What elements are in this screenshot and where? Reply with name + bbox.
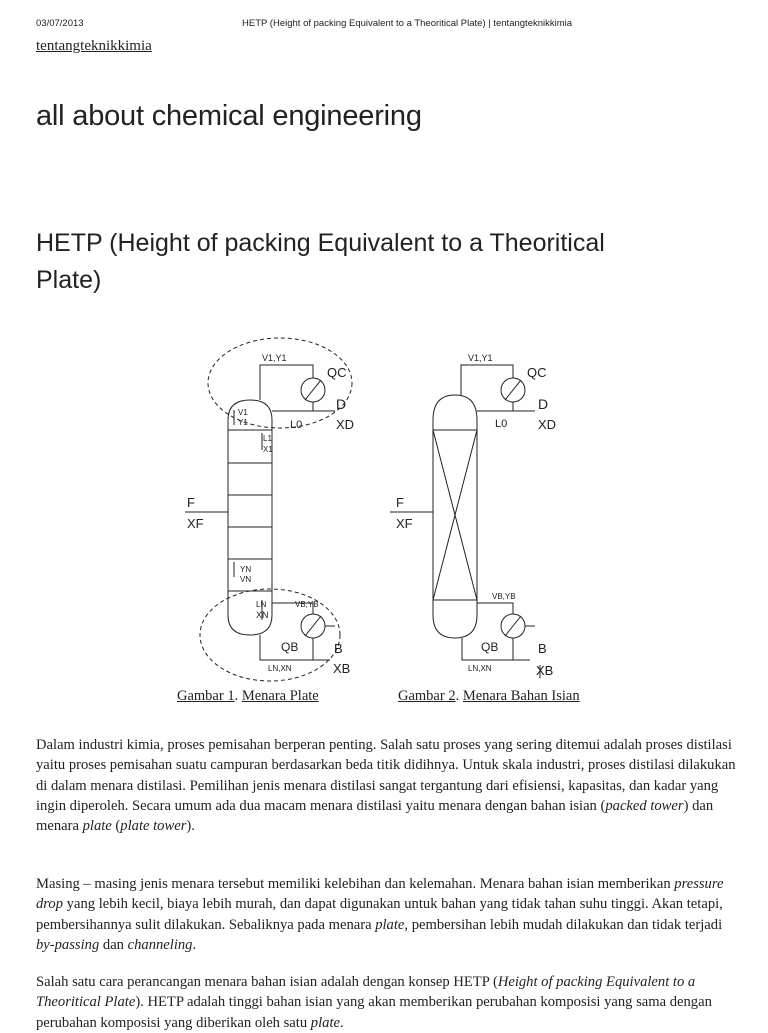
d1-label-d: D — [336, 396, 347, 412]
print-page-title: HETP (Height of packing Equivalent to a Theoritical Plate) | tentangteknikkimia — [242, 18, 573, 29]
distillation-diagrams — [170, 335, 630, 695]
d1-label-xd: XD — [336, 417, 355, 432]
d1-label-yn: YN — [240, 565, 252, 574]
p2-italic-plate: plate — [375, 916, 405, 933]
distillation-figure — [170, 335, 630, 695]
p1-text-d: ). — [186, 818, 195, 835]
p2-italic-by-passing: by-passing — [36, 936, 100, 953]
d2-label-l0: L0 — [495, 418, 508, 430]
p3-text-c: . — [339, 1014, 344, 1031]
d2-label-xb: XB — [536, 663, 554, 678]
p1-italic-plate: plate — [82, 818, 112, 835]
d2-label-d: D — [538, 396, 549, 412]
d1-label-x1: X1 — [263, 445, 273, 454]
figure-2-caption-link[interactable]: Menara Bahan Isian — [462, 688, 580, 704]
d2-label-xd: XD — [538, 417, 557, 432]
d1-label-f: F — [187, 495, 195, 510]
d1-label-xn: XN — [256, 610, 269, 620]
figure-1-caption-prefix[interactable]: Gambar 1 — [177, 688, 235, 704]
p1-text-a: Dalam industri kimia, proses pemisahan berperan penting. Salah satu proses yang sering ditemui adalah proses distilasi yaitu proses pemisahan suatu campuran berdasarkan beda titik didihnya. Untuk skala industri, proses distilasi dilakukan di dalam menara distilasi. Pemilihan jenis menara distilasi sangat tergantung dari efisiensi, kapasitas, dan kadar yang ingin diperoleh. Secara umum ada dua macam menara distilasi yaitu menara dengan bahan isian ( — [36, 737, 736, 814]
paragraph-comparison — [36, 874, 736, 955]
site-name-link[interactable]: tentangteknikkimia — [36, 38, 152, 54]
figure-1-caption — [177, 688, 319, 705]
figure-2-caption — [398, 688, 580, 705]
d2-label-vbyb: VB,YB — [492, 592, 516, 601]
d1-label-b: B — [334, 641, 343, 656]
d1-label-v1y1: V1,Y1 — [262, 353, 287, 363]
figure-1-caption-link[interactable]: Menara Plate — [241, 688, 319, 704]
d1-label-vn: VN — [240, 575, 252, 584]
p2-italic-pressure-drop: pressure drop — [36, 876, 724, 913]
p2-text-d: dan — [99, 936, 128, 953]
site-tagline: all about chemical engineering — [36, 100, 422, 132]
d2-label-lnxn: LN,XN — [468, 664, 492, 673]
d1-label-qc: QC — [327, 365, 347, 380]
d1-label-ln: LN — [256, 600, 267, 609]
p3-italic-hetp-definition: Height of packing Equivalent to a Theoritical Plate — [36, 974, 696, 1011]
p3-text-b: ). HETP adalah tinggi bahan isian yang akan memberikan perubahan komposisi yang sama dengan perubahan komposisi yang diberikan oleh satu — [36, 994, 712, 1031]
print-header — [36, 18, 732, 32]
print-date: 03/07/2013 — [36, 18, 84, 29]
p1-text-b: ) dan menara — [36, 797, 714, 835]
d1-label-vbyb: VB,YB — [295, 600, 319, 609]
d2-label-b: B — [538, 641, 547, 656]
d1-label-qb: QB — [281, 640, 299, 654]
p2-text-a: Masing – masing jenis menara tersebut memiliki kelebihan dan kelemahan. Menara bahan isian memberikan — [36, 876, 675, 892]
p1-text-c: ( — [111, 818, 121, 835]
p2-text-b: yang lebih kecil, biaya lebih murah, dan dapat digunakan untuk bahan yang tidak tahan suhu tinggi. Akan tetapi, pembersihannya sulit dilakukan. Sebaliknya pada menara — [36, 896, 723, 933]
p3-text-a: Salah satu cara perancangan menara bahan isian adalah dengan konsep HETP ( — [36, 974, 498, 990]
post-title: HETP (Height of packing Equivalent to a Theoritical Plate) — [36, 229, 605, 294]
figure-2-caption-sep: . — [455, 688, 463, 704]
d2-label-xf: XF — [396, 516, 413, 531]
figure-2-caption-prefix[interactable]: Gambar 2 — [398, 688, 456, 704]
p2-italic-channeling: channeling — [127, 936, 193, 953]
p1-italic-plate-tower: plate tower — [120, 818, 187, 835]
figure-1-caption-sep: . — [234, 688, 242, 704]
d1-label-v1: V1 — [238, 408, 248, 417]
d1-label-y1: Y1 — [238, 418, 248, 427]
d1-label-lnxn: LN,XN — [268, 664, 292, 673]
d1-label-xb: XB — [333, 661, 351, 676]
d1-label-l0: L0 — [290, 419, 303, 431]
d2-label-qb: QB — [481, 640, 499, 654]
p2-text-c: , pembersihan lebih mudah dilakukan dan tidak terjadi — [404, 916, 723, 933]
p3-italic-plate: plate — [310, 1014, 340, 1031]
p1-italic-packed-tower: packed tower — [605, 797, 684, 814]
condenser-dashed-boundary — [208, 338, 352, 428]
p2-text-e: . — [192, 936, 197, 953]
d1-label-xf: XF — [187, 516, 204, 531]
plate-tower-diagram — [185, 338, 355, 681]
paragraph-intro — [36, 735, 736, 836]
d1-label-l1: L1 — [263, 434, 272, 443]
d2-label-qc: QC — [527, 365, 547, 380]
d2-label-v1y1: V1,Y1 — [468, 353, 493, 363]
d2-label-f: F — [396, 495, 404, 510]
